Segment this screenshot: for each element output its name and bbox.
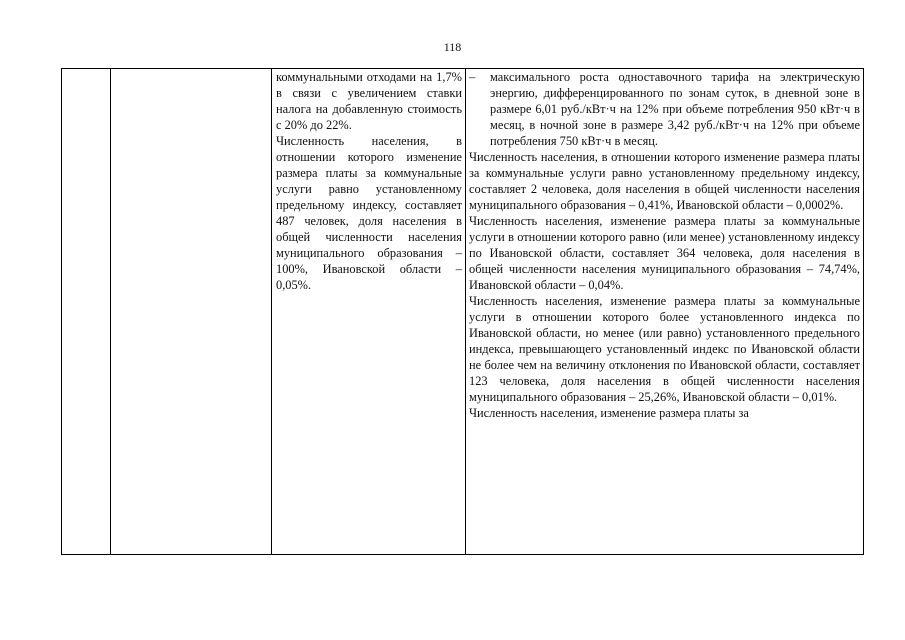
table-cell-details — [466, 69, 864, 555]
page-number: 118 — [443, 40, 462, 54]
paragraph: Численность населения, изменение размера платы за — [469, 406, 749, 420]
table-cell-description — [272, 69, 466, 555]
paragraph: Численность населения, изменение размера платы за коммунальные услуги в отношении которого более установленного индекса по Ивановской области, но менее (или равно) установленного предельного индекса, превышающего установленный индекс по Ивановской области не более чем на величину отклонения по Ивановской области, составляет 123 человека, доля населения в общей численности населения муниципального образования – 25,26%, Ивановской области – 0,01%. — [469, 294, 860, 404]
paragraph: Численность населения, в отношении которого изменение размера платы за коммунальные услуги равно установленному предельному индексу, составляет 487 человек, доля населения в общей численности населения муниципального образования – 100%, Ивановской области – 0,05%. — [276, 134, 462, 292]
dash-marker: – — [469, 70, 476, 84]
paragraph: коммунальными отходами на 1,7% в связи с увеличением ставки налога на добавленную стоимость с 20% до 22%. — [276, 70, 462, 132]
paragraph: Численность населения, изменение размера платы за коммунальные услуги в отношении которого равно (или менее) установленному индексу по Ивановской области, составляет 364 человека, доля населения в общей численности населения муниципального образования – 74,74%, Ивановской области – 0,04%. — [469, 214, 860, 292]
paragraph: Численность населения, в отношении которого изменение размера платы за коммунальные услуги равно установленному предельному индексу, составляет 2 человека, доля населения в общей численности населения муниципального образования – 0,41%, Ивановской области – 0,0002%. — [469, 150, 860, 212]
dash-list-item — [466, 69, 863, 149]
table-row — [62, 69, 864, 555]
table-cell-empty-1 — [62, 69, 111, 555]
dash-item-text: максимального роста одноставочного тарифа на электрическую энергию, дифференцированного по зонам суток, в дневной зоне в размере 6,01 руб./кВт·ч на 12% при объеме потребления 950 кВт·ч в месяц, в ночной зоне в размере 3,42 руб./кВт·ч на 12% при объеме потребления 750 кВт·ч в месяц. — [490, 70, 860, 148]
table-cell-empty-2 — [111, 69, 272, 555]
document-table — [61, 68, 864, 555]
